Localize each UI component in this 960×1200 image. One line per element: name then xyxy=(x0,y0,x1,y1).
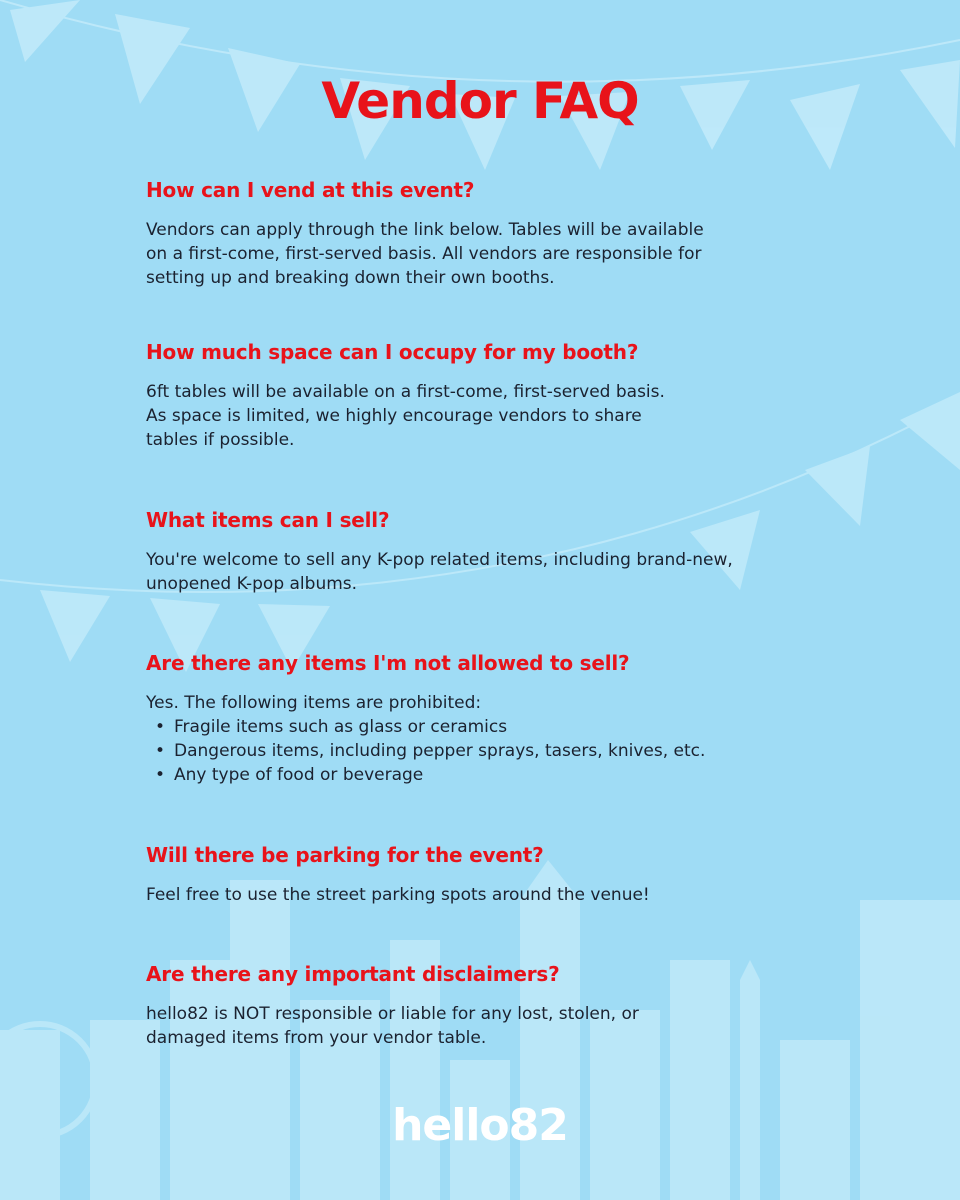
list-item: • Dangerous items, including pepper sprays, tasers, knives, etc. xyxy=(146,739,846,763)
faq-question: Are there any important disclaimers? xyxy=(146,962,560,986)
faq-answer xyxy=(146,218,846,290)
faq-answer-line: As space is limited, we highly encourage vendors to share xyxy=(146,406,642,426)
brand-logo: hello82 xyxy=(392,1100,568,1151)
faq-question: Are there any items I'm not allowed to sell? xyxy=(146,651,630,675)
faq-answer xyxy=(146,548,846,596)
faq-item-vend xyxy=(146,178,846,290)
faq-answer xyxy=(146,883,846,907)
faq-question: What items can I sell? xyxy=(146,508,390,532)
page-title: Vendor FAQ xyxy=(321,72,639,130)
faq-item-items-allowed xyxy=(146,508,846,596)
faq-question: Will there be parking for the event? xyxy=(146,843,544,867)
faq-answer xyxy=(146,380,846,452)
faq-answer-line: Yes. The following items are prohibited: xyxy=(146,693,482,713)
faq-answer-line: Vendors can apply through the link below. Tables will be available xyxy=(146,220,704,240)
faq-item-booth-space xyxy=(146,340,846,452)
prohibited-items-list xyxy=(146,715,846,787)
faq-answer-line: on a first-come, first-served basis. All vendors are responsible for xyxy=(146,244,702,264)
faq-answer-line: setting up and breaking down their own booths. xyxy=(146,268,555,288)
faq-item-disclaimers xyxy=(146,962,846,1050)
faq-answer-line: tables if possible. xyxy=(146,430,295,450)
faq-question: How can I vend at this event? xyxy=(146,178,475,202)
list-item: • Any type of food or beverage xyxy=(146,763,846,787)
faq-answer-line: unopened K-pop albums. xyxy=(146,574,358,594)
faq-item-parking xyxy=(146,843,846,907)
faq-question: How much space can I occupy for my booth? xyxy=(146,340,639,364)
faq-answer-line: Feel free to use the street parking spots around the venue! xyxy=(146,885,650,905)
list-item: • Fragile items such as glass or ceramics xyxy=(146,715,846,739)
faq-answer-line: damaged items from your vendor table. xyxy=(146,1028,487,1048)
faq-answer xyxy=(146,691,846,787)
faq-item-prohibited xyxy=(146,651,846,787)
faq-answer-line: You're welcome to sell any K-pop related items, including brand-new, xyxy=(146,550,733,570)
faq-answer xyxy=(146,1002,846,1050)
faq-answer-line: hello82 is NOT responsible or liable for any lost, stolen, or xyxy=(146,1004,639,1024)
faq-answer-line: 6ft tables will be available on a first-come, first-served basis. xyxy=(146,382,665,402)
